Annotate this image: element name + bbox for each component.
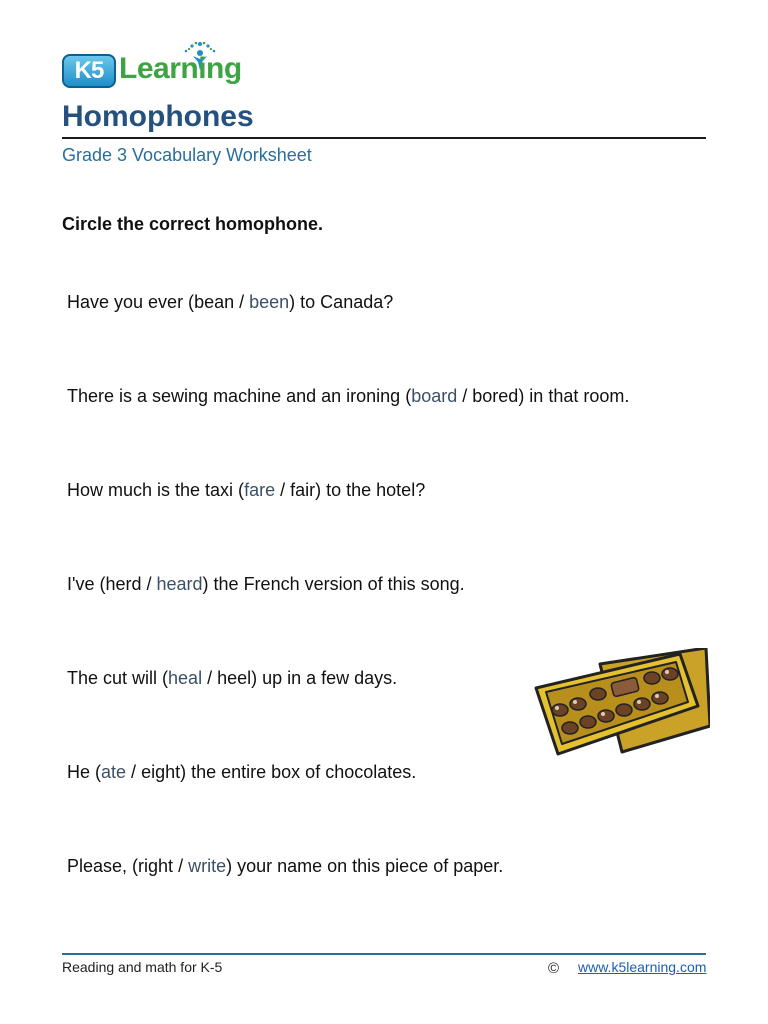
sentence-text: ) the entire box of chocolates. <box>180 762 417 782</box>
chocolate-box-illustration <box>530 648 710 760</box>
page-title: Homophones <box>62 100 254 133</box>
footer-divider <box>62 953 706 955</box>
sentence-2 <box>67 386 629 407</box>
option-2[interactable]: eight <box>141 762 181 782</box>
sentence-text: How much is the taxi ( <box>67 480 245 500</box>
option-separator: / <box>202 668 218 688</box>
option-separator: / <box>275 480 291 500</box>
sentence-text: He ( <box>67 762 102 782</box>
option-2[interactable]: been <box>249 292 290 312</box>
footer-tagline: Reading and math for K-5 <box>62 959 223 975</box>
sentence-text: ) to Canada? <box>289 292 394 312</box>
sentence-text: There is a sewing machine and an ironing ( <box>67 386 412 406</box>
k5-learning-logo <box>62 40 252 92</box>
sentence-text: I've ( <box>67 574 106 594</box>
sentence-3 <box>67 480 425 501</box>
title-divider <box>62 137 706 139</box>
option-1[interactable]: ate <box>101 762 127 782</box>
sentence-text: Please, ( <box>67 856 139 876</box>
option-separator: / <box>457 386 473 406</box>
option-2[interactable]: fair <box>290 480 316 500</box>
sentence-text: Have you ever ( <box>67 292 195 312</box>
logo-badge: K5 <box>62 54 116 88</box>
sentence-6 <box>67 762 416 783</box>
option-separator: / <box>234 292 250 312</box>
option-1[interactable]: bean <box>194 292 235 312</box>
sentence-5 <box>67 668 397 689</box>
sentence-1 <box>67 292 393 313</box>
option-2[interactable]: bored <box>472 386 519 406</box>
logo-wordmark: Learning <box>119 52 242 85</box>
option-1[interactable]: heal <box>168 668 203 688</box>
option-1[interactable]: right <box>138 856 174 876</box>
option-separator: / <box>126 762 142 782</box>
option-1[interactable]: fare <box>244 480 276 500</box>
option-1[interactable]: herd <box>105 574 142 594</box>
option-2[interactable]: write <box>188 856 227 876</box>
website-link[interactable]: www.k5learning.com <box>578 959 707 975</box>
sentence-text: ) up in a few days. <box>251 668 398 688</box>
page-subtitle: Grade 3 Vocabulary Worksheet <box>62 145 312 165</box>
sentence-4 <box>67 574 465 595</box>
sentence-text: ) to the hotel? <box>315 480 426 500</box>
option-2[interactable]: heard <box>156 574 203 594</box>
instruction-text: Circle the correct homophone. <box>62 214 324 234</box>
copyright-icon: © <box>548 960 560 977</box>
option-separator: / <box>173 856 189 876</box>
sentence-text: ) the French version of this song. <box>202 574 465 594</box>
sentence-text: ) your name on this piece of paper. <box>226 856 504 876</box>
sentence-7 <box>67 856 503 877</box>
sentence-text: ) in that room. <box>518 386 630 406</box>
option-1[interactable]: board <box>411 386 458 406</box>
sentence-text: The cut will ( <box>67 668 169 688</box>
option-2[interactable]: heel <box>217 668 252 688</box>
option-separator: / <box>141 574 157 594</box>
